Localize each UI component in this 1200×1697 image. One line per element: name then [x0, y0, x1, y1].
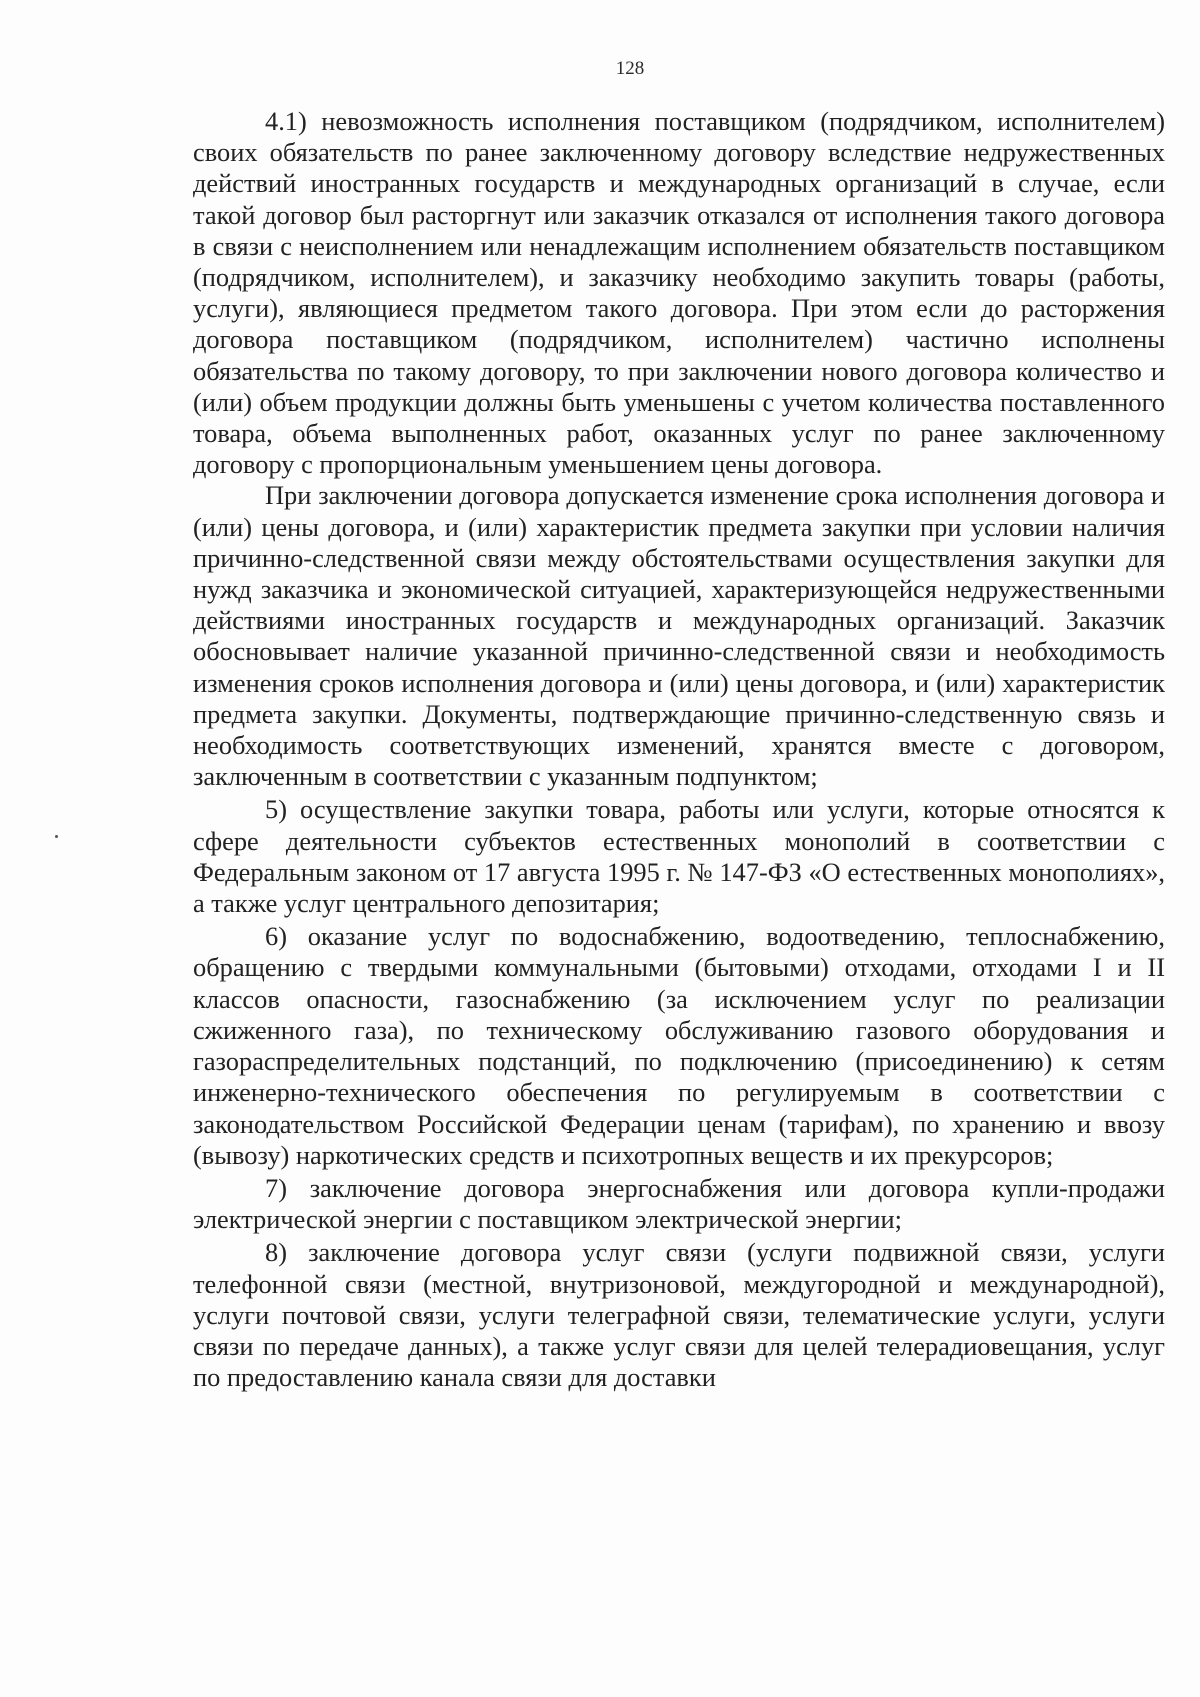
paragraph-4-1: 4.1) невозможность исполнения поставщиком (подрядчиком, исполнителем) своих обязательств по ранее заключенному договору вследствие недружественных действий иностранных государств и международных организаций в случае, если такой договор был расторгнут или заказчик отказался от исполнения такого договора в связи с неисполнением или ненадлежащим исполнением обязательств поставщиком (подрядчиком, исполнителем), и заказчику необходимо закупить товары (работы, услуги), являющиеся предметом такого договора. При этом если до расторжения договора поставщиком (подрядчиком, исполнителем) частично исполнены обязательства по такому договору, то при заключении нового договора количество и (или) объем продукции должны быть уменьшены с учетом количества поставленного товара, объема выполненных работ, оказанных услуг по ранее заключенному договору с пропорциональным уменьшением цены договора. — [193, 106, 1165, 480]
paragraph-item-7: 7) заключение договора энергоснабжения или договора купли-продажи электрической энергии с поставщиком электрической энергии; — [193, 1172, 1165, 1235]
page-number: 128 — [615, 58, 645, 79]
paragraph-item-8: 8) заключение договора услуг связи (услуги подвижной связи, услуги телефонной связи (местной, внутризоновой, междугородной и международной), услуги почтовой связи, услуги телеграфной связи, телематические услуги, услуги связи по передаче данных), а также услуг связи для целей телерадиовещания, услуг по предоставлению канала связи для доставки — [193, 1237, 1165, 1393]
paragraph-item-6: 6) оказание услуг по водоснабжению, водоотведению, теплоснабжению, обращению с твердыми коммунальными (бытовыми) отходами, отходами I и II классов опасности, газоснабжению (за исключением услуг по реализации сжиженного газа), по техническому обслуживанию газового оборудования и газораспределительных подстанций, по подключению (присоединению) к сетям инженерно-технического обеспечения по регулируемым в соответствии с законодательством Российской Федерации ценам (тарифам), по хранению и ввозу (вывозу) наркотических средств и психотропных веществ и их прекурсоров; — [193, 921, 1165, 1170]
paragraph-contract-change: При заключении договора допускается изменение срока исполнения договора и (или) цены договора, и (или) характеристик предмета закупки при условии наличия причинно-следственной связи между обстоятельствами осуществления закупки для нужд заказчика и экономической ситуацией, характеризующейся недружественными действиями иностранных государств и международных организаций. Заказчик обосновывает наличие указанной причинно-следственной связи и необходимость изменения сроков исполнения договора и (или) цены договора, и (или) характеристик предмета закупки. Документы, подтверждающие причинно-следственную связь и необходимость соответствующих изменений, хранятся вместе с договором, заключенным в соответствии с указанным подпунктом; — [193, 480, 1165, 792]
document-body — [193, 106, 1165, 1393]
paragraph-item-5: 5) осуществление закупки товара, работы или услуги, которые относятся к сфере деятельности субъектов естественных монополий в соответствии с Федеральным законом от 17 августа 1995 г. № 147-ФЗ «О естественных монополиях», а также услуг центрального депозитария; — [193, 794, 1165, 919]
scan-artifact-dot — [55, 835, 58, 838]
